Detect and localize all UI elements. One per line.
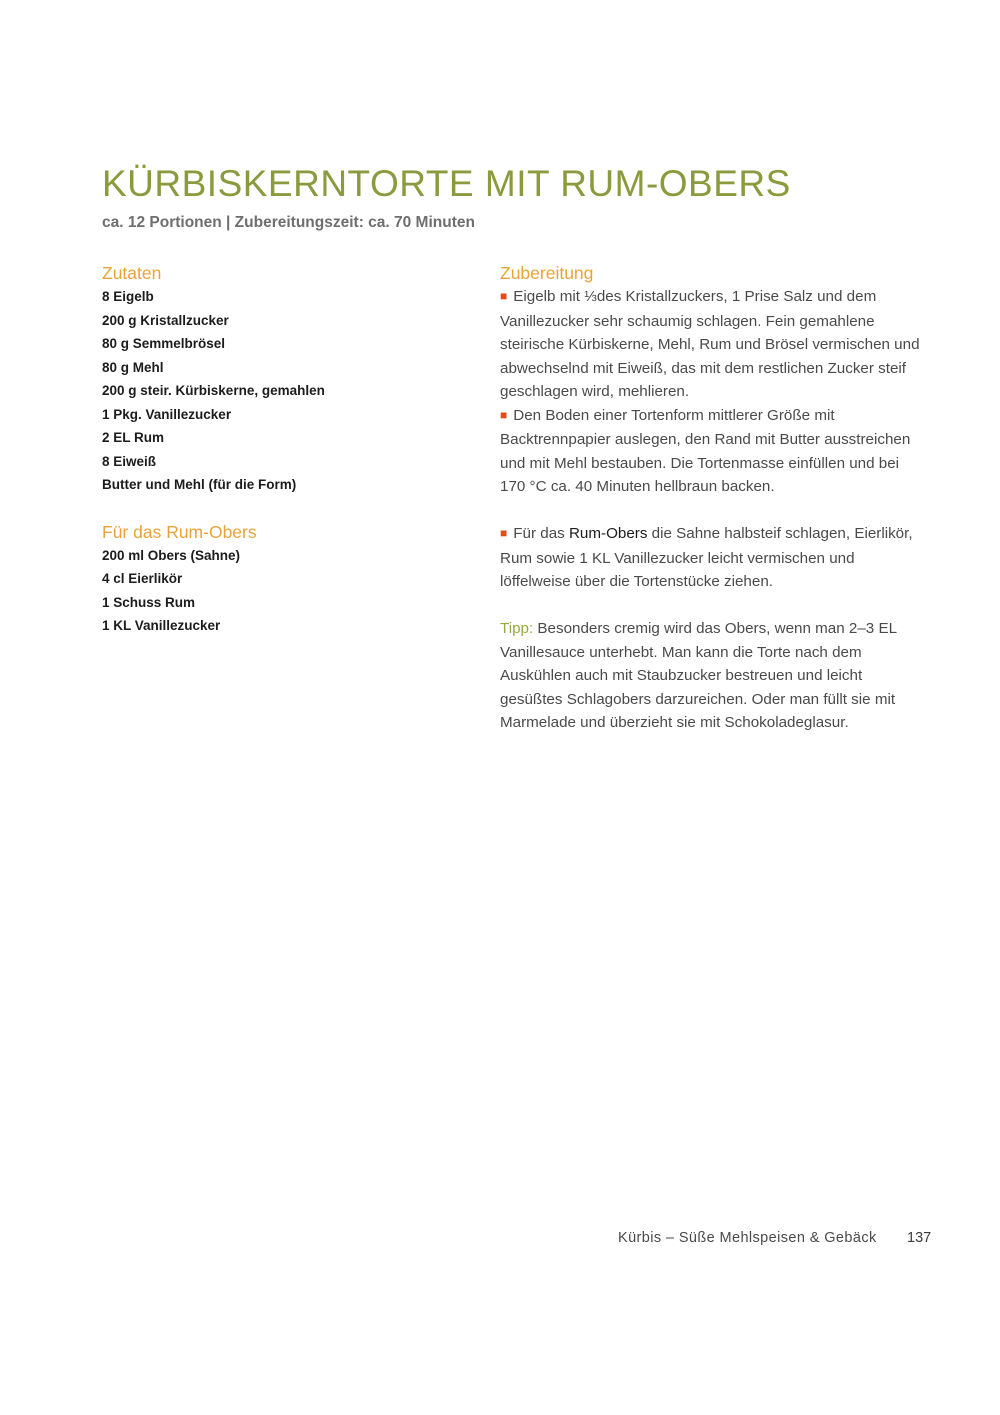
tipp-label: Tipp: bbox=[500, 620, 534, 637]
step-text: Den Boden einer Tortenform mittlerer Größe mit Backtrennpapier auslegen, den Rand mit Butter ausstreichen und mit Mehl bestauben. Die Tortenmasse einfüllen und bei 170 °C ca. 40 Minuten hellbraun backen. bbox=[500, 406, 911, 495]
list-item: 1 Pkg. Vanillezucker bbox=[102, 406, 232, 422]
tipp-paragraph bbox=[500, 617, 920, 735]
step-text: die Sahne halbsteif schlagen, Eierlikör, Rum sowie 1 KL Vanillezucker leicht vermischen und löffelweise über die Tortenstücke ziehen. bbox=[500, 525, 913, 590]
ingredients-heading: Zutaten bbox=[102, 263, 162, 283]
preparation-step-2 bbox=[500, 404, 920, 499]
rum-obers-list bbox=[102, 544, 462, 638]
list-item: Butter und Mehl (für die Form) bbox=[102, 477, 297, 492]
list-item: 80 g Mehl bbox=[102, 359, 164, 375]
list-item: 1 Schuss Rum bbox=[102, 594, 196, 610]
preparation-step-1 bbox=[500, 285, 920, 404]
step-text: Eigelb mit ⅓des Kristallzuckers, 1 Prise Salz und dem Vanillezucker sehr schaumig schlagen. Fein gemahlene steirische Kürbiskerne, Mehl, Rum und Brösel vermischen und abwechselnd mit Eiweiß, das mit dem restlichen Zucker steif geschlagen wird, mehlieren. bbox=[500, 288, 920, 400]
list-item: 8 Eigelb bbox=[102, 289, 154, 304]
preparation-column bbox=[500, 261, 920, 735]
list-item: 1 KL Vanillezucker bbox=[102, 618, 221, 633]
preparation-heading: Zubereitung bbox=[500, 263, 594, 283]
bullet-icon: ■ bbox=[500, 526, 508, 540]
list-item: 200 g steir. Kürbiskerne, gemahlen bbox=[102, 383, 325, 398]
list-item: 200 g Kristallzucker bbox=[102, 312, 229, 328]
recipe-meta: ca. 12 Portionen | Zubereitungszeit: ca. 70 Minuten bbox=[102, 214, 475, 231]
ingredients-list bbox=[102, 285, 462, 497]
bullet-icon: ■ bbox=[500, 289, 508, 303]
footer-chapter: Kürbis – Süße Mehlspeisen & Gebäck bbox=[618, 1230, 877, 1246]
rum-obers-heading: Für das Rum-Obers bbox=[102, 521, 257, 542]
list-item: 2 EL Rum bbox=[102, 430, 165, 445]
list-item: 4 cl Eierlikör bbox=[102, 571, 183, 586]
step-text: Für das bbox=[513, 525, 569, 542]
bullet-icon: ■ bbox=[500, 407, 508, 422]
preparation-step-3 bbox=[500, 522, 920, 594]
list-item: 80 g Semmelbrösel bbox=[102, 336, 226, 351]
rum-obers-highlight: Rum-Obers bbox=[568, 525, 648, 542]
list-item: 8 Eiweiß bbox=[102, 453, 157, 469]
recipe-title: KÜRBISKERNTORTE MIT RUM-OBERS bbox=[102, 163, 791, 204]
page-number: 137 bbox=[907, 1230, 932, 1246]
list-item: 200 ml Obers (Sahne) bbox=[102, 547, 241, 563]
tipp-text: Besonders cremig wird das Obers, wenn man 2–3 EL Vanillesauce unterhebt. Man kann die Torte nach dem Auskühlen auch mit Staubzucker bestreuen und leicht gesüßtes Schlagobers darzureichen. Oder man füllt sie mit Marmelade und überzieht sie mit Schokoladeglasur. bbox=[500, 620, 897, 731]
ingredients-column bbox=[102, 261, 462, 638]
